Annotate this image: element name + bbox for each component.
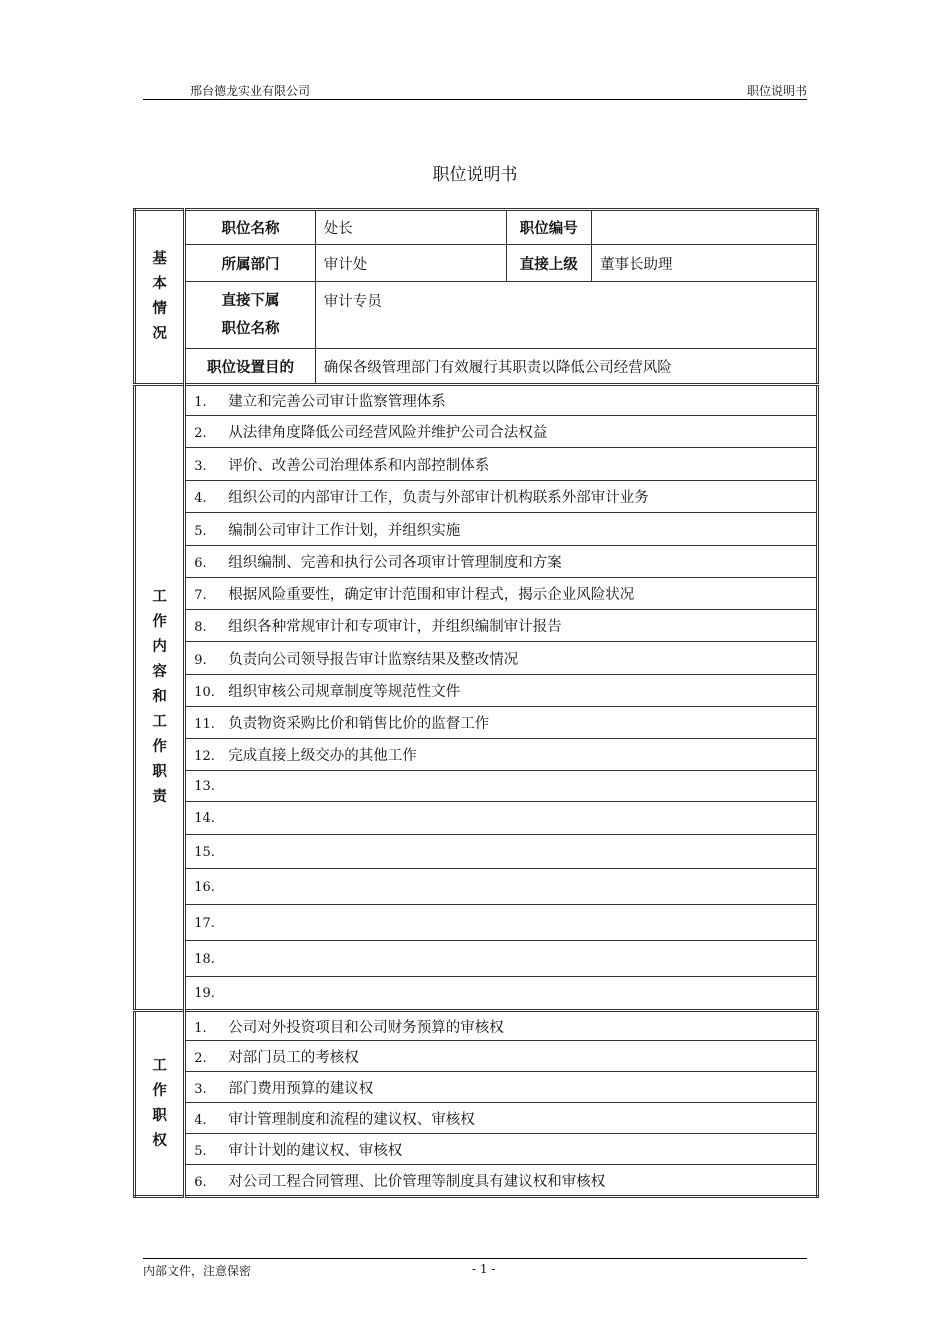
- duties-item-number: 18.: [194, 951, 215, 967]
- duties-row: [135, 869, 818, 905]
- duties-section-text: 工作内容和工作职责: [152, 589, 167, 805]
- authority-item: [185, 1041, 818, 1072]
- authority-item: [185, 1165, 818, 1197]
- authority-item-text: 部门费用预算的建议权: [228, 1080, 374, 1097]
- superior-value: 董事长助理: [591, 245, 817, 282]
- duties-item: [185, 977, 818, 1011]
- duties-item: [185, 835, 818, 869]
- duties-item-number: 4.: [194, 491, 207, 506]
- authority-row: [135, 1103, 818, 1134]
- duties-row: [135, 941, 818, 977]
- header-rule: [143, 99, 807, 100]
- duties-row: [135, 448, 818, 481]
- duties-item-number: 3.: [194, 458, 207, 474]
- authority-item-text: 审计管理制度和流程的建议权、审核权: [228, 1111, 475, 1128]
- footer-note: 内部文件，注意保密: [143, 1264, 252, 1278]
- duties-row: [135, 642, 818, 675]
- duties-item-number: 13.: [194, 779, 215, 794]
- footer-rule: [143, 1258, 807, 1259]
- duties-section-label: [135, 385, 185, 1011]
- duties-item-number: 17.: [194, 915, 215, 931]
- authority-row: [135, 1072, 818, 1103]
- basic-section-label: [135, 210, 185, 385]
- page-title: 职位说明书: [432, 165, 518, 185]
- subordinate-label-line-2: 职位名称: [221, 321, 280, 337]
- authority-item-text: 对公司工程合同管理、比价管理等制度具有建议权和审核权: [228, 1173, 606, 1190]
- duties-item-number: 19.: [194, 986, 215, 1001]
- authority-item: [185, 1072, 818, 1103]
- purpose-value: 确保各级管理部门有效履行其职责以降低公司经营风险: [315, 349, 817, 385]
- duties-item: [185, 578, 818, 610]
- duties-item-text: 组织审核公司规章制度等规范性文件: [228, 684, 461, 700]
- duties-row: [135, 385, 818, 416]
- duties-item-number: 15.: [194, 844, 215, 860]
- duties-item-number: 12.: [194, 749, 215, 764]
- duties-item-text: 组织编制、完善和执行公司各项审计管理制度和方案: [228, 555, 562, 571]
- duties-item-number: 1.: [194, 395, 207, 410]
- subordinate-value: 审计专员: [315, 282, 817, 349]
- duties-row: [135, 739, 818, 771]
- duties-item: [185, 481, 818, 513]
- duties-item: [185, 448, 818, 481]
- duties-item-number: 7.: [194, 588, 207, 603]
- authority-item-number: 2.: [194, 1050, 207, 1066]
- duties-item-text: 组织公司的内部审计工作，负责与外部审计机构联系外部审计业务: [228, 490, 649, 506]
- duties-item-number: 14.: [194, 811, 215, 826]
- duties-row: [135, 513, 818, 546]
- duties-item: [185, 513, 818, 546]
- authority-item-text: 对部门员工的考核权: [228, 1049, 359, 1066]
- basic-section-text: 基本情况: [152, 251, 167, 342]
- header-company: 邢台德龙实业有限公司: [190, 84, 311, 98]
- duties-item-text: 建立和完善公司审计监察管理体系: [228, 394, 446, 410]
- authority-section-label: [135, 1011, 185, 1197]
- authority-item: [185, 1103, 818, 1134]
- duties-item: [185, 905, 818, 941]
- authority-item-text: 公司对外投资项目和公司财务预算的审核权: [228, 1019, 504, 1036]
- position-name-label: 职位名称: [185, 210, 316, 245]
- authority-item-text: 审计计划的建议权、审核权: [228, 1142, 403, 1159]
- duties-item-number: 16.: [194, 879, 215, 895]
- duties-item-text: 评价、改善公司治理体系和内部控制体系: [228, 457, 490, 474]
- duties-row: [135, 578, 818, 610]
- duties-row: [135, 481, 818, 513]
- authority-item-number: 1.: [194, 1020, 207, 1036]
- position-name-value: 处长: [315, 210, 506, 245]
- duties-item-number: 5.: [194, 523, 207, 539]
- duties-item: [185, 771, 818, 802]
- duties-item-text: 根据风险重要性，确定审计范围和审计程式，揭示企业风险状况: [228, 587, 635, 603]
- position-code-label: 职位编号: [506, 210, 591, 245]
- department-value: 审计处: [315, 245, 506, 282]
- duties-item: [185, 416, 818, 448]
- duties-row: [135, 675, 818, 707]
- duties-item-number: 9.: [194, 652, 207, 668]
- duties-item-text: 组织各种常规审计和专项审计，并组织编制审计报告: [228, 619, 562, 635]
- superior-label: 直接上级: [506, 245, 591, 282]
- department-label: 所属部门: [185, 245, 316, 282]
- authority-section-text: 工作职权: [152, 1057, 167, 1149]
- duties-item-text: 编制公司审计工作计划，并组织实施: [228, 522, 461, 539]
- duties-item: [185, 675, 818, 707]
- duties-row: [135, 546, 818, 578]
- job-description-table: [133, 208, 819, 1198]
- duties-item: [185, 642, 818, 675]
- position-code-value: [591, 210, 817, 245]
- duties-item-number: 2.: [194, 426, 207, 441]
- authority-item: [185, 1011, 818, 1041]
- duties-item-text: 完成直接上级交办的其他工作: [228, 748, 417, 764]
- subordinate-label: [185, 282, 316, 349]
- duties-row: [135, 977, 818, 1011]
- duties-item: [185, 610, 818, 642]
- duties-row: [135, 802, 818, 835]
- subordinate-label-line-1: 直接下属: [221, 293, 280, 309]
- duties-item: [185, 546, 818, 578]
- authority-row: [135, 1165, 818, 1197]
- authority-item-number: 3.: [194, 1081, 207, 1097]
- duties-item: [185, 869, 818, 905]
- header-doc-type: 职位说明书: [746, 84, 807, 98]
- authority-item: [185, 1134, 818, 1165]
- authority-row: [135, 1041, 818, 1072]
- duties-row: [135, 707, 818, 739]
- duties-item-text: 负责向公司领导报告审计监察结果及整改情况: [228, 651, 519, 668]
- duties-item-number: 8.: [194, 620, 207, 635]
- duties-item-text: 负责物资采购比价和销售比价的监督工作: [228, 716, 490, 732]
- duties-item: [185, 802, 818, 835]
- duties-row: [135, 771, 818, 802]
- duties-item-number: 11.: [194, 717, 215, 732]
- duties-row: [135, 905, 818, 941]
- duties-item-number: 6.: [194, 556, 207, 571]
- duties-row: [135, 835, 818, 869]
- duties-item: [185, 941, 818, 977]
- duties-row: [135, 416, 818, 448]
- duties-item: [185, 385, 818, 416]
- authority-item-number: 6.: [194, 1174, 207, 1190]
- authority-item-number: 4.: [194, 1112, 207, 1128]
- authority-row: [135, 1134, 818, 1165]
- duties-item: [185, 739, 818, 771]
- authority-row: [135, 1011, 818, 1041]
- duties-item-number: 10.: [194, 685, 215, 700]
- duties-row: [135, 610, 818, 642]
- authority-item-number: 5.: [194, 1143, 207, 1159]
- purpose-label: 职位设置目的: [185, 349, 316, 385]
- footer-page-number: - 1 -: [472, 1262, 496, 1276]
- duties-item: [185, 707, 818, 739]
- duties-item-text: 从法律角度降低公司经营风险并维护公司合法权益: [228, 425, 548, 441]
